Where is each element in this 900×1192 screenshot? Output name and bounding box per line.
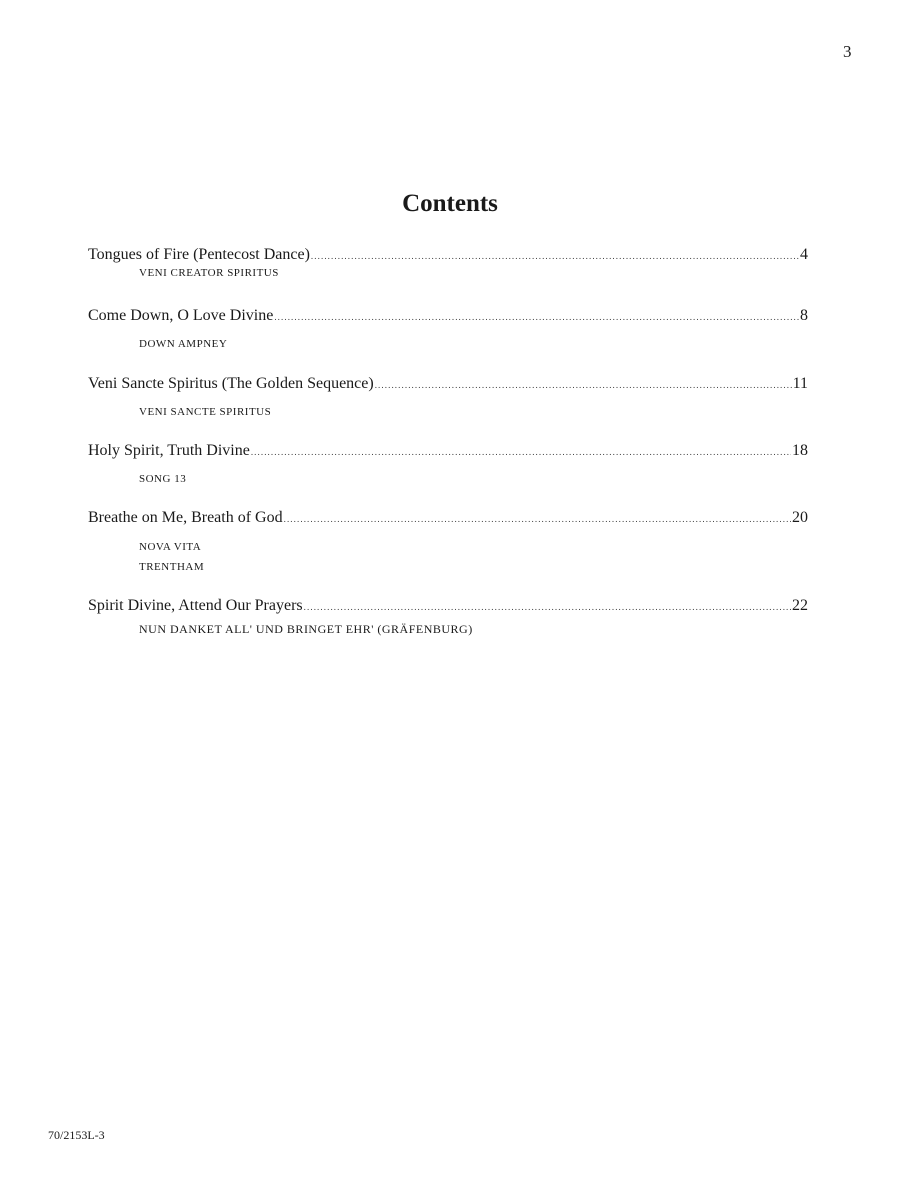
toc-line bbox=[88, 306, 808, 327]
toc-entry-title: Veni Sancte Spiritus (The Golden Sequence) bbox=[88, 375, 374, 392]
toc-line bbox=[88, 441, 808, 462]
toc-tune-list bbox=[139, 469, 808, 489]
toc-entry bbox=[88, 245, 808, 283]
toc-tune-name: NOVA VITA bbox=[139, 541, 202, 553]
toc-entry bbox=[88, 596, 808, 639]
toc-tune-name: SONG 13 bbox=[139, 473, 187, 485]
toc-tune-name: DOWN AMPNEY bbox=[139, 338, 228, 350]
toc-entry-title: Holy Spirit, Truth Divine bbox=[88, 442, 250, 459]
dot-leader bbox=[304, 597, 791, 617]
toc-entry bbox=[88, 306, 808, 354]
toc-entry-title: Tongues of Fire (Pentecost Dance) bbox=[88, 246, 310, 263]
toc-tune-list bbox=[139, 619, 808, 639]
toc-tune-name: VENI CREATOR SPIRITUS bbox=[139, 267, 279, 279]
dot-leader bbox=[375, 375, 792, 395]
page-title: Contents bbox=[402, 190, 498, 217]
toc-entry-title: Spirit Divine, Attend Our Prayers bbox=[88, 597, 303, 614]
toc-entry-page: 18 bbox=[792, 442, 808, 459]
toc-entry-page: 22 bbox=[792, 597, 808, 614]
toc-entry bbox=[88, 374, 808, 422]
toc-entry-page: 20 bbox=[792, 509, 808, 526]
toc-entry-title: Breathe on Me, Breath of God bbox=[88, 509, 283, 526]
toc-entry-page: 4 bbox=[800, 246, 808, 263]
toc-entry-title: Come Down, O Love Divine bbox=[88, 307, 274, 324]
toc-tune-list bbox=[139, 402, 808, 422]
dot-leader bbox=[251, 442, 791, 462]
dot-leader bbox=[311, 246, 799, 266]
toc-tune-list bbox=[139, 537, 808, 577]
toc-entry bbox=[88, 508, 808, 577]
toc-entry-page: 11 bbox=[792, 375, 808, 392]
footer-code: 70/2153L-3 bbox=[48, 1128, 105, 1142]
toc-line bbox=[88, 596, 808, 617]
toc-tune-name: TRENTHAM bbox=[139, 561, 205, 573]
dot-leader bbox=[274, 307, 799, 327]
toc-entry bbox=[88, 441, 808, 489]
toc-line bbox=[88, 508, 808, 529]
toc-tune-name: NUN DANKET ALL' UND BRINGET EHR' (GRÄFENBURG) bbox=[139, 622, 473, 636]
toc-line bbox=[88, 374, 808, 395]
toc-tune-list bbox=[139, 334, 808, 354]
toc-tune-name: VENI SANCTE SPIRITUS bbox=[139, 406, 272, 418]
toc-tune-list bbox=[139, 263, 808, 283]
dot-leader bbox=[284, 509, 791, 529]
page-number: 3 bbox=[843, 42, 852, 61]
toc-entry-page: 8 bbox=[800, 307, 808, 324]
